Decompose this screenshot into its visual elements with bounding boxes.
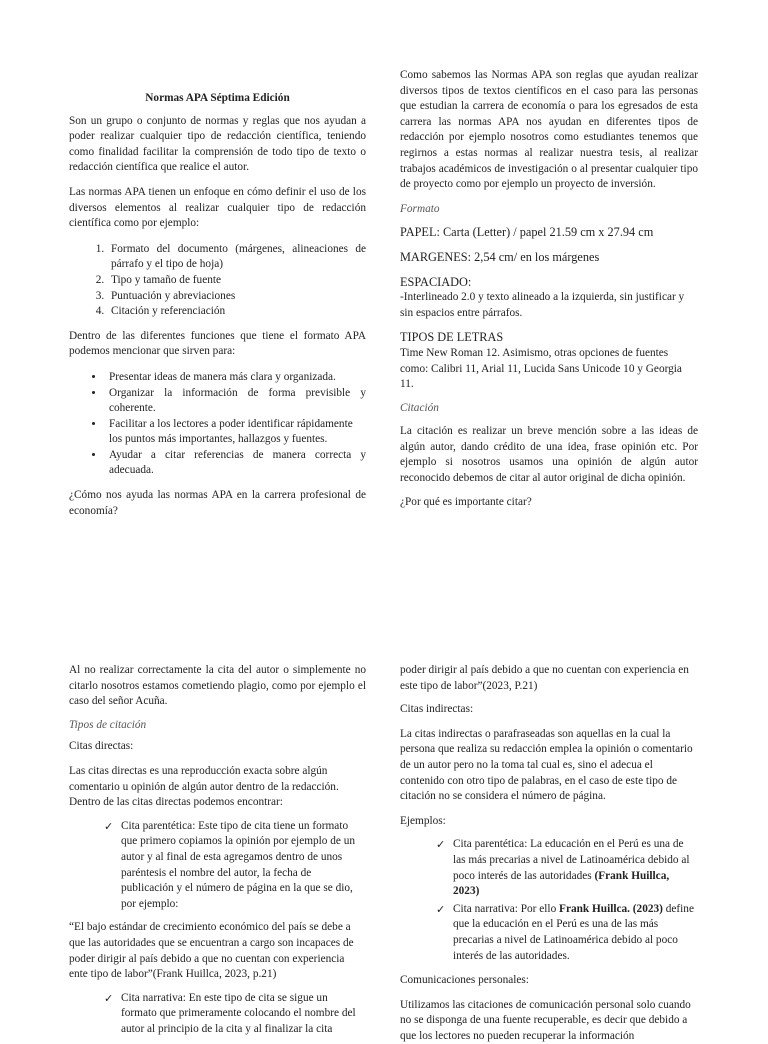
check-icon: ✓ (104, 991, 114, 1005)
margins-spec: MARGENES: 2,54 cm/ en los márgenes (400, 249, 600, 264)
check-icon: ✓ (436, 838, 446, 852)
list-item: 3. Puntuación y abreviaciones (107, 289, 366, 305)
functions-paragraph: Dentro de las diferentes funciones que tiene el formato APA podemos mencionar que sirven para: (69, 329, 366, 358)
list-item-text: Cita narrativa: En este tipo de cita se sigue un formato que primeramente colocando el nombre del autor al principio de la cita y al finalizar la cita (121, 991, 356, 1035)
indirect-quotes-paragraph: La citas indirectas o parafraseadas son aquellas en la cual la persona que realiza su redacción emplea la opinión o comentario de un autor pero no la toma tal cual es, sino el adecua el contenido con otro tipo de palabras, en el caso de este tipo de citación no se considera el número de página. (400, 727, 693, 803)
direct-quotes-heading: Citas directas: (69, 740, 134, 753)
list-item (436, 837, 698, 899)
list-item: • Facilitar a los lectores a poder identificar rápidamente los puntos más importantes, hallazgos y fuentes. (105, 417, 366, 448)
list-item-text: define que la educación en el Perú es una de las más precarias a nivel de Latinoamérica debido al poco interés de las autoridades. (453, 902, 694, 962)
plagiarism-paragraph: Al no realizar correctamente la cita del autor o simplemente no citarlo nosotros estamos cometiendo plagio, como por ejemplo el caso del señor Acuña. (69, 664, 366, 708)
document-title: Normas APA Séptima Edición (145, 92, 290, 104)
check-icon: ✓ (104, 819, 114, 833)
page1-right-column (400, 68, 698, 510)
fonts-heading: TIPOS DE LETRAS (400, 330, 504, 345)
list-item: • Organizar la información de forma previsible y coherente. (105, 386, 366, 417)
block-quote: “El bajo estándar de crecimiento económico del país se debe a que las autoridades que se encuentran a cargo son incapaces de poder dirigir al país debido a que no cuentan con experiencia ente tipo de labor”(Frank Huillca, 2023, p.21) (69, 921, 354, 981)
direct-quotes-paragraph: Las citas directas es una reproducción exacta sobre algún comentario u opinión de algún autor dentro de la redacción. Dentro de las citas directas podemos encontrar: (69, 764, 339, 809)
direct-quotes-list (104, 819, 366, 913)
list-item-text: Cita narrativa: Por ello (453, 902, 560, 915)
list-item (104, 991, 366, 1038)
paper-spec: PAPEL: Carta (Letter) / papel 21.59 cm x 27.94 cm (400, 225, 654, 240)
apa-focus-paragraph: Las normas APA tienen un enfoque en cómo definir el uso de los diversos elementos al realizar cualquier tipo de redacción científica como por ejemplo: (69, 185, 366, 230)
list-item (104, 819, 366, 913)
page2-left-column (69, 663, 366, 1037)
page1-left-column (69, 91, 366, 519)
list-item: • Ayudar a citar referencias de manera correcta y adecuada. (105, 448, 366, 479)
list-item (436, 902, 698, 964)
list-item: 1. Formato del documento (márgenes, alineaciones de párrafo y el tipo de hoja) (107, 242, 366, 273)
examples-list (436, 837, 698, 964)
section-heading-citacion: Citación (400, 401, 439, 414)
section-heading-tipos: Tipos de citación (69, 718, 147, 731)
citation-bold: (Frank Huillca, 2023) (453, 869, 670, 898)
citation-bold: Frank Huillca. (2023) (559, 902, 663, 915)
intro-paragraph: Son un grupo o conjunto de normas y reglas que nos ayudan a poder realizar cualquier tipo de redacción científica, teniendo como finalidad facilitar la comprensión de todo tipo de texto o redacción científica que realice el autor. (69, 114, 366, 174)
citation-paragraph: La citación es realizar un breve mención sobre a las ideas de algún autor, dando crédito de una idea, frase opinión etc. Por ejemplo si nosotros usamos una opinión de algún autor reconocido debemos de citar al autor original de dicha opinión. (400, 425, 698, 485)
indirect-quotes-heading: Citas indirectas: (400, 703, 474, 716)
functions-list (69, 370, 366, 479)
question-paragraph: ¿Cómo nos ayuda las normas APA en la carrera profesional de economía? (69, 489, 366, 517)
personal-comms-heading: Comunicaciones personales: (400, 974, 529, 987)
why-cite-question: ¿Por qué es importante citar? (400, 495, 532, 508)
check-icon: ✓ (436, 902, 446, 916)
fonts-spec: Time New Roman 12. Asimismo, otras opciones de fuentes como: Calibri 11, Arial 11, Lucida Sans Unicode 10 y Georgia 11. (400, 346, 682, 391)
elements-list (69, 242, 366, 320)
list-item-text: Cita parentética: Este tipo de cita tiene un formato que primero copiamos la opinión por ejemplo de un autor y al final de esta agregamos dentro de unos paréntesis el nombre del autor, la fecha de publicación y el número de página en la que se dio, por ejemplo: (121, 819, 356, 910)
list-item-text: Cita parentética: La educación en el Perú es una de las más precarias a nivel de Latinoamérica debido al poco interés de las autoridades (453, 838, 690, 882)
list-item: 4. Citación y referenciación (107, 304, 366, 320)
narrative-list (104, 991, 366, 1038)
list-item: • Presentar ideas de manera más clara y organizada. (105, 370, 366, 386)
quote-continuation: poder dirigir al país debido a que no cuentan con experiencia en este tipo de labor”(2023, P.21) (400, 664, 689, 692)
spacing-spec: -Interlineado 2.0 y texto alineado a la izquierda, sin justificar y sin espacios entre párrafos. (400, 291, 685, 319)
spacing-heading: ESPACIADO: (400, 274, 472, 289)
section-heading-formato: Formato (400, 202, 440, 215)
personal-comms-paragraph: Utilizamos las citaciones de comunicación personal solo cuando no se disponga de una fuente recuperable, es decir que debido a que los lectores no pueden recuperar la información (400, 998, 691, 1042)
list-item: 2. Tipo y tamaño de fuente (107, 273, 366, 289)
examples-heading: Ejemplos: (400, 814, 446, 827)
page2-right-column (400, 663, 698, 1044)
career-paragraph: Como sabemos las Normas APA son reglas que ayudan realizar diversos tipos de textos científicos en el caso para las personas que estudian la carrera de economía o para los egresados de esta carrera las normas APA nos ayudan en diferentes tipos de redacción por ejemplo nosotros como estudiantes tenemos que regirnos a estas normas al realizar nuestra tesis, al realizar trabajos académicos de investigación o al presentar cualquier tipo de proyecto como por ejemplo un proyecto de inversión. (400, 69, 698, 191)
